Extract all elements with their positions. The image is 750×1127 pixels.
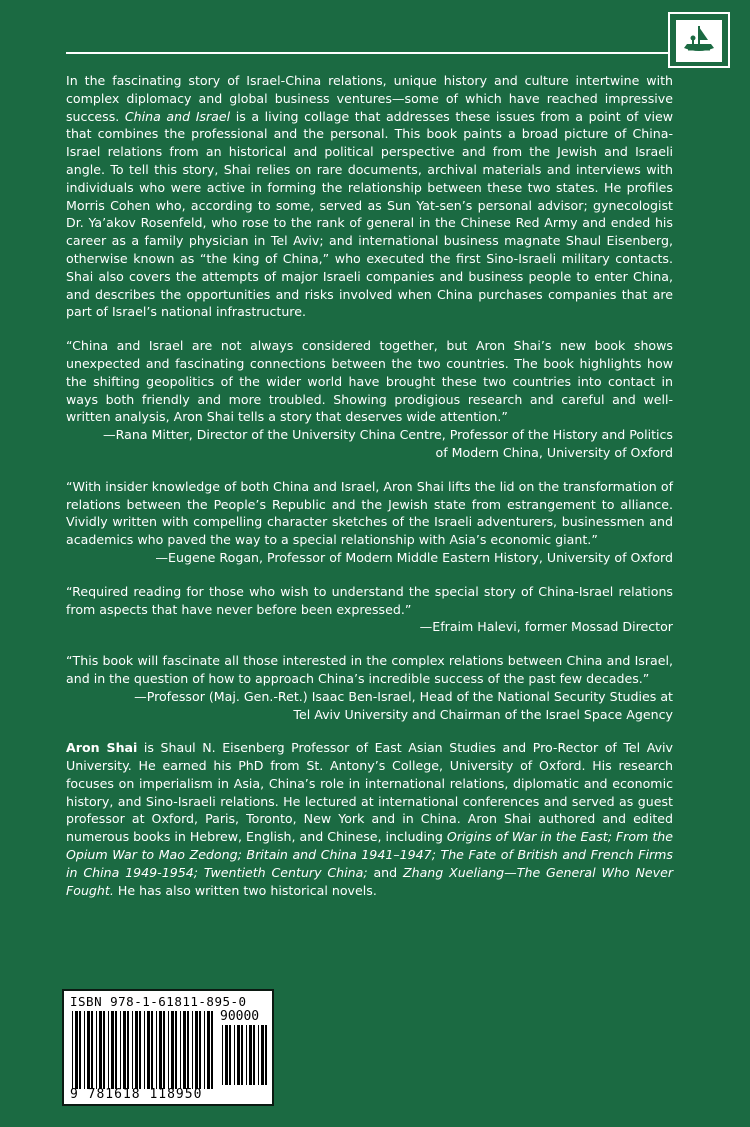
book-title: China and Israel: [124, 108, 231, 124]
author-bio: Aron Shai is Shaul N. Eisenberg Professor of East Asian Studies and Pro-Rector of Tel Aviv University. He earned his PhD from St. Antony’s College, University of Oxford. His research focuses on imperialism in Asia, China’s role in international relations, diplomatic and economic history, and Sino-Israeli relations. He lectured at international conferences and served as guest professor at Oxford, Paris, Toronto, New York and in China. Aron Shai authored and edited numerous books in Hebrew, English, and Chinese, including Origins of War in the East; From the Opium War to Mao Zedong; Britain and China 1941–1947; The Fate of British and French Firms in China 1949-1954; Twentieth Century China; and Zhang Xueliang—The General Who Never Fought. He has also written two historical novels.: [66, 740, 674, 898]
ean-barcode-bars: [72, 1011, 214, 1089]
book-list-1: Origins of War in the East; From the Opium War to Mao Zedong; Britain and China 1941–1947; The Fate of British and French Firms in China 1949-1954; Twentieth Century China;: [66, 829, 674, 880]
publisher-logo: [668, 12, 730, 68]
attribution-ben-israel-2: Tel Aviv University and Chairman of the Israel Space Agency: [293, 706, 673, 722]
quote-rogan: “With insider knowledge of both China and Israel, Aron Shai lifts the lid on the transformation of relations between the People’s Republic and the Jewish state from estrangement to alliance. Vividly written with compelling character sketches of the Israeli adventurers, businessmen and academics who paved the way to a special relationship with Asia’s economic giant.”: [66, 478, 673, 548]
ean-number: 9 781618 118950: [70, 1087, 203, 1102]
quote-mitter: “China and Israel are not always considered together, but Aron Shai’s new book shows unexpected and fascinating connections between the two countries. The book highlights how the shifting geopolitics of the wider world have brought these two countries into contact in ways both friendly and more troubled. Showing prodigious research and careful and well-written analysis, Aron Shai tells a story that deserves wide attention.”: [66, 338, 673, 425]
price-addon-number: 90000: [220, 1009, 260, 1024]
quote-ben-israel: “This book will fascinate all those interested in the complex relations between China and Israel, and in the question of how to approach China’s incredible success of the past few decades.”: [66, 653, 673, 686]
isbn-barcode: [62, 989, 274, 1106]
attribution-ben-israel-1: —Professor (Maj. Gen.-Ret.) Isaac Ben-Israel, Head of the National Security Studies at: [134, 688, 673, 704]
isbn-number: ISBN 978-1-61811-895-0: [70, 994, 247, 1009]
author-name: Aron Shai: [66, 740, 138, 756]
sailboat-icon: [676, 20, 722, 62]
addon-barcode-bars: [222, 1025, 268, 1085]
back-cover-text: [66, 72, 673, 899]
attribution-mitter-1: —Rana Mitter, Director of the University China Centre, Professor of the History and Politics: [103, 427, 673, 443]
attribution-mitter-2: of Modern China, University of Oxford: [435, 444, 673, 460]
attribution-halevi: —Efraim Halevi, former Mossad Director: [419, 619, 673, 635]
description-paragraph: In the fascinating story of Israel-China relations, unique history and culture intertwine with complex diplomacy and global business ventures—some of which have reached impressive success. China and Israel is a living collage that addresses these issues from a point of view that combines the professional and the personal. This book paints a broad picture of China-Israel relations from an historical and political perspective and from the Jewish and Israeli angle. To tell this story, Shai relies on rare documents, archival materials and interviews with individuals who were active in forming the relationship between these two states. He profiles Morris Cohen who, according to some, served as Sun Yat-sen’s personal advisor; gynecologist Dr. Ya’akov Rosenfeld, who rose to the rank of general in the Chinese Red Army and ended his career as a family physician in Tel Aviv; and international business magnate Shaul Eisenberg, otherwise known as “the king of China,” who executed the first Sino-Israeli military contacts. Shai also covers the attempts of major Israeli companies and business people to enter China, and describes the opportunities and risks involved when China purchases companies that are part of Israel’s national infrastructure.: [66, 73, 673, 320]
book-list-2: Zhang Xueliang—The General Who Never Fought.: [66, 864, 674, 898]
frame-rule: [66, 52, 670, 54]
attribution-rogan: —Eugene Rogan, Professor of Modern Middle Eastern History, University of Oxford: [155, 549, 673, 565]
quote-halevi: “Required reading for those who wish to understand the special story of China-Israel relations from aspects that have never before been expressed.”: [66, 583, 673, 617]
